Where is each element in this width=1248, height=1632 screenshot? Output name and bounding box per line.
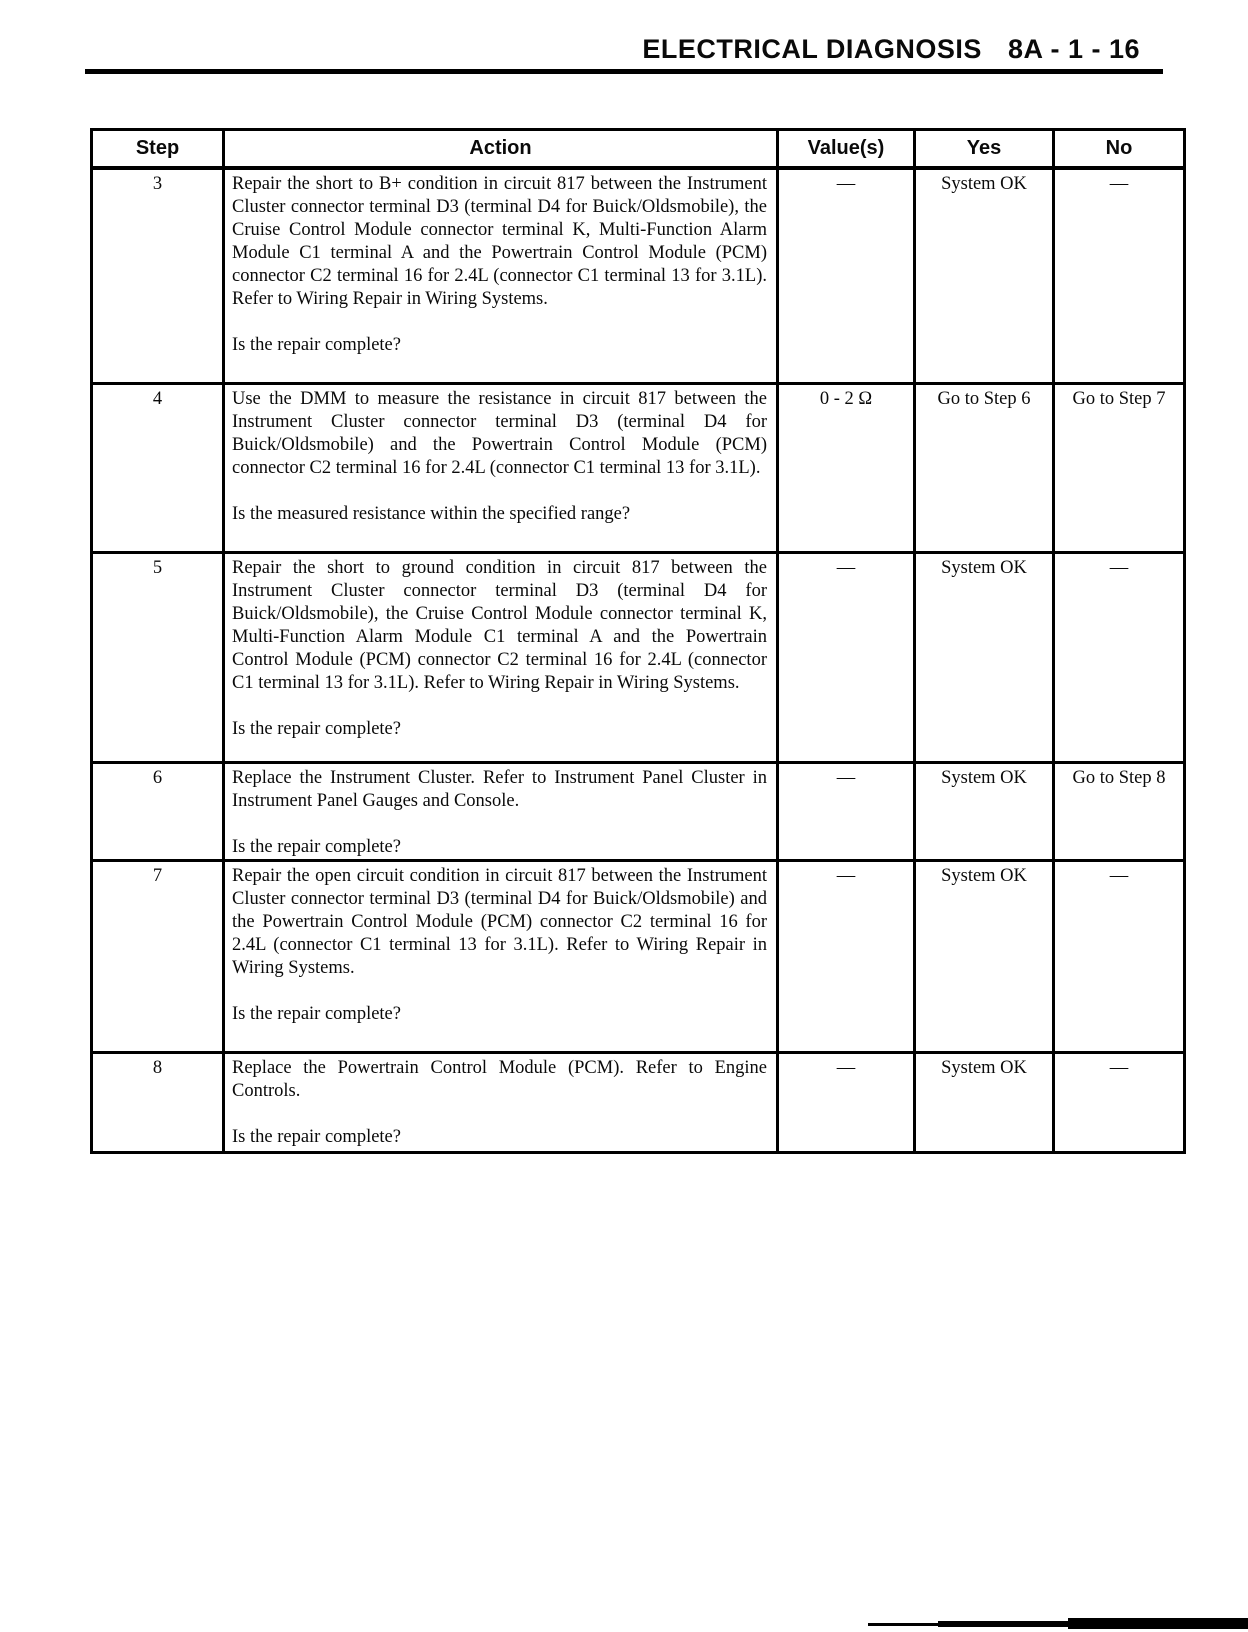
yes-cell: System OK: [915, 168, 1054, 383]
values-cell: —: [778, 168, 915, 383]
no-cell: —: [1054, 860, 1185, 1052]
no-cell: Go to Step 7: [1054, 383, 1185, 552]
values-cell: —: [778, 860, 915, 1052]
yes-cell: System OK: [915, 552, 1054, 762]
table-row: [92, 1052, 1185, 1152]
action-text: Replace the Powertrain Control Module (PCM). Refer to Engine Controls.: [232, 1057, 767, 1101]
header-page-number: 8A - 1 - 16: [1007, 34, 1140, 64]
column-header-action: Action: [224, 130, 778, 169]
scan-artifact-bar-mid: [938, 1621, 1078, 1627]
table-header-row: [92, 130, 1185, 169]
table-body: [92, 168, 1185, 1152]
table-row: [92, 860, 1185, 1052]
action-question: Is the repair complete?: [232, 1003, 401, 1024]
table-row: [92, 552, 1185, 762]
header-title: ELECTRICAL DIAGNOSIS: [642, 34, 982, 64]
action-cell: [224, 552, 778, 762]
values-cell: —: [778, 762, 915, 860]
yes-cell: System OK: [915, 1052, 1054, 1152]
column-header-values: Value(s): [778, 130, 915, 169]
action-cell: [224, 1052, 778, 1152]
values-cell: —: [778, 552, 915, 762]
action-question: Is the repair complete?: [232, 1126, 401, 1147]
yes-cell: System OK: [915, 860, 1054, 1052]
action-question: Is the measured resistance within the specified range?: [232, 503, 631, 524]
column-header-step: Step: [92, 130, 224, 169]
action-cell: [224, 383, 778, 552]
no-cell: Go to Step 8: [1054, 762, 1185, 860]
scan-artifact-bar-tail: [868, 1623, 948, 1626]
step-cell: 4: [92, 383, 224, 552]
header-rule: [85, 69, 1163, 74]
step-cell: 5: [92, 552, 224, 762]
step-cell: 3: [92, 168, 224, 383]
action-text: Replace the Instrument Cluster. Refer to Instrument Panel Cluster in Instrument Panel Gauges and Console.: [232, 767, 767, 811]
step-cell: 6: [92, 762, 224, 860]
action-text: Repair the short to B+ condition in circuit 817 between the Instrument Cluster connector terminal D3 (terminal D4 for Buick/Oldsmobile), the Cruise Control Module connector terminal K, Multi-Function Alarm Module C1 terminal A and the Powertrain Control Module (PCM) connector C2 terminal 16 for 2.4L (connector C1 terminal 13 for 3.1L). Refer to Wiring Repair in Wiring Systems.: [232, 174, 767, 309]
scan-artifact-bar: [1068, 1618, 1248, 1629]
column-header-yes: Yes: [915, 130, 1054, 169]
values-cell: —: [778, 1052, 915, 1152]
table-row: [92, 762, 1185, 860]
no-cell: —: [1054, 552, 1185, 762]
action-cell: [224, 762, 778, 860]
action-cell: [224, 168, 778, 383]
table-row: [92, 383, 1185, 552]
step-cell: 8: [92, 1052, 224, 1152]
yes-cell: Go to Step 6: [915, 383, 1054, 552]
action-question: Is the repair complete?: [232, 718, 401, 739]
action-cell: [224, 860, 778, 1052]
table-row: [92, 168, 1185, 383]
action-text: Use the DMM to measure the resistance in circuit 817 between the Instrument Cluster connector terminal D3 (terminal D4 for Buick/Oldsmobile) and the Powertrain Control Module (PCM) connector C2 terminal 16 for 2.4L (connector C1 terminal 13 for 3.1L).: [232, 388, 767, 478]
yes-cell: System OK: [915, 762, 1054, 860]
no-cell: —: [1054, 168, 1185, 383]
column-header-no: No: [1054, 130, 1185, 169]
action-text: Repair the open circuit condition in circuit 817 between the Instrument Cluster connector terminal D3 (terminal D4 for Buick/Oldsmobile) and the Powertrain Control Module (PCM) connector C2 terminal 16 for 2.4L (connector C1 terminal 13 for 3.1L). Refer to Wiring Repair in Wiring Systems.: [232, 865, 767, 978]
no-cell: —: [1054, 1052, 1185, 1152]
action-text: Repair the short to ground condition in circuit 817 between the Instrument Cluster connector terminal D3 (terminal D4 for Buick/Oldsmobile), the Cruise Control Module connector terminal K, Multi-Function Alarm Module C1 terminal A and the Powertrain Control Module (PCM) connector C2 terminal 16 for 2.4L (connector C1 terminal 13 for 3.1L). Refer to Wiring Repair in Wiring Systems.: [232, 557, 767, 693]
action-question: Is the repair complete?: [232, 335, 401, 355]
values-cell: 0 - 2 Ω: [778, 383, 915, 552]
diagnostic-table: [90, 128, 1186, 1154]
step-cell: 7: [92, 860, 224, 1052]
action-question: Is the repair complete?: [232, 836, 401, 857]
page-header: [0, 34, 1140, 65]
